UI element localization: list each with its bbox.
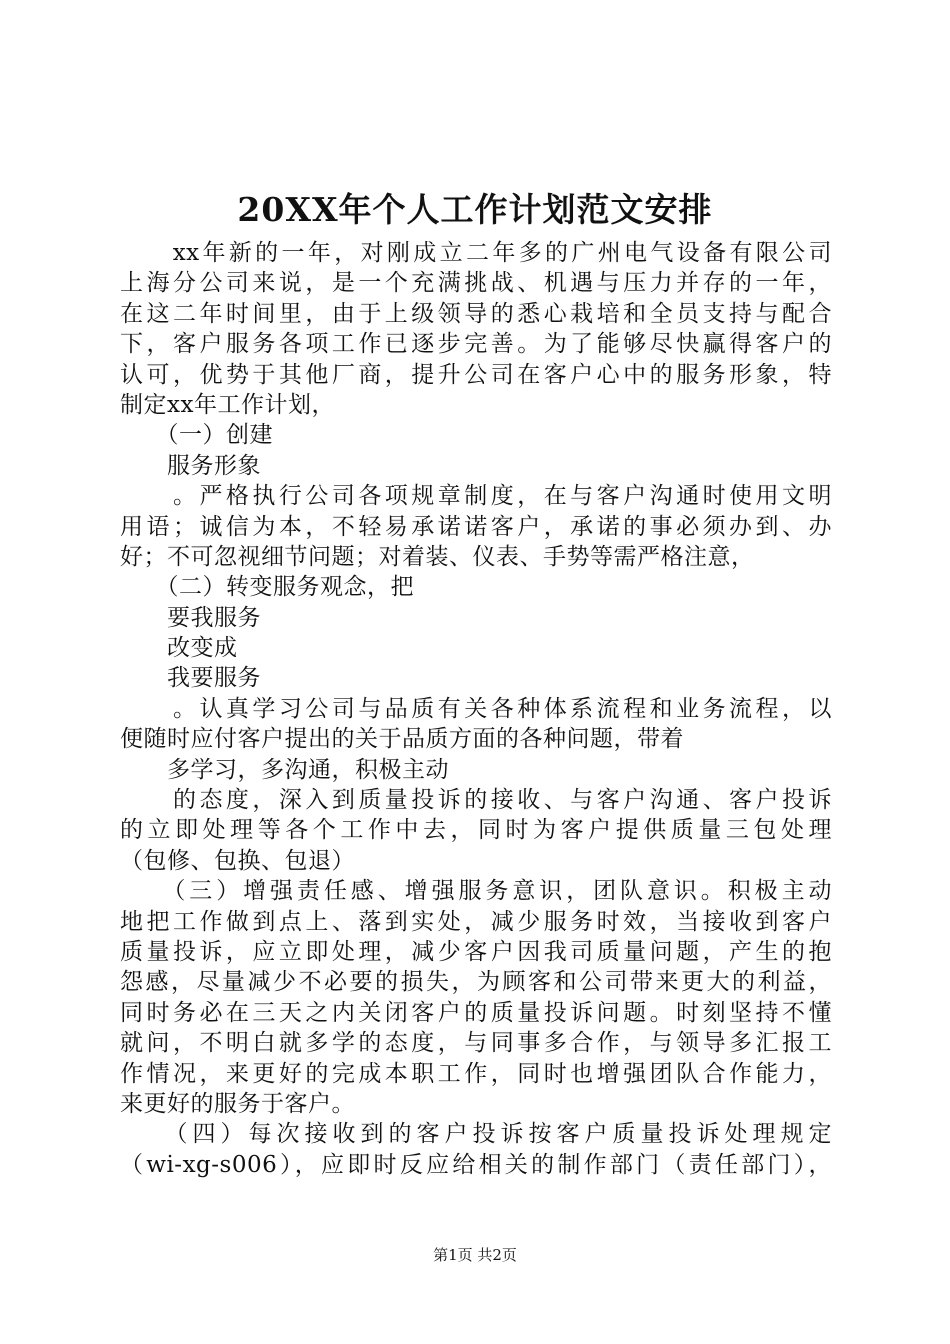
text-line: 同时务必在三天之内关闭客户的质量投诉问题。时刻坚持不懂 [120,999,832,1026]
text-line: 。严格执行公司各项规章制度，在与客户沟通时使用文明 [120,483,832,510]
text-line: 来更好的服务于客户。 [120,1090,355,1117]
text-line: 怨感，尽量减少不必要的损失，为顾客和公司带来更大的利益， [120,969,832,996]
text-line: 就问，不明白就多学的态度，与同事多合作，与领导多汇报工 [120,1030,832,1057]
text-line: 用语；诚信为本，不轻易承诺诺客户，承诺的事必须办到、办 [120,513,832,540]
document-body [120,238,832,1180]
text-line: 在这二年时间里，由于上级领导的悉心栽培和全员支持与配合 [120,300,832,327]
text-line: （包修、包换、包退） [120,847,355,874]
text-line: 。认真学习公司与品质有关各种体系流程和业务流程，以 [120,695,832,722]
text-line: 好；不可忽视细节问题；对着装、仪表、手势等需严格注意， [120,543,755,570]
text-line: 服务形象 [120,452,261,479]
text-line: 制定xx年工作计划， [120,391,335,418]
page-footer: 第1页 共2页 [433,1246,517,1264]
document-title: 20XX年个人工作计划范文安排 [237,190,713,229]
text-line: 作情况，来更好的完成本职工作，同时也增强团队合作能力， [120,1060,832,1087]
text-line: 便随时应付客户提出的关于品质方面的各种问题，带着 [120,726,684,753]
text-line: 下，客户服务各项工作已逐步完善。为了能够尽快赢得客户的 [120,331,832,358]
text-line: （三）增强责任感、增强服务意识，团队意识。积极主动 [120,878,832,905]
text-line: 的态度，深入到质量投诉的接收、与客户沟通、客户投诉 [120,787,832,814]
text-line: 改变成 [120,635,238,662]
text-line: 认可，优势于其他厂商，提升公司在客户心中的服务形象，特 [120,361,832,388]
text-line: （二）转变服务观念，把 [120,574,414,601]
text-line: 的立即处理等各个工作中去，同时为客户提供质量三包处理 [120,817,832,844]
text-line: 我要服务 [120,665,261,692]
text-line: 多学习，多沟通，积极主动 [120,756,449,783]
text-line: （一）创建 [120,422,273,449]
text-line: xx年新的一年，对刚成立二年多的广州电气设备有限公司 [120,240,832,266]
text-line: 地把工作做到点上、落到实处，减少服务时效，当接收到客户 [120,908,832,935]
text-line: 质量投诉，应立即处理，减少客户因我司质量问题，产生的抱 [120,938,832,965]
text-line: 要我服务 [120,604,261,631]
text-line: （四）每次接收到的客户投诉按客户质量投诉处理规定 [120,1121,832,1148]
text-line: 上海分公司来说，是一个充满挑战、机遇与压力并存的一年， [120,270,832,297]
text-line: （wi-xg-s006），应即时反应给相关的制作部门（责任部门）， [120,1151,832,1178]
